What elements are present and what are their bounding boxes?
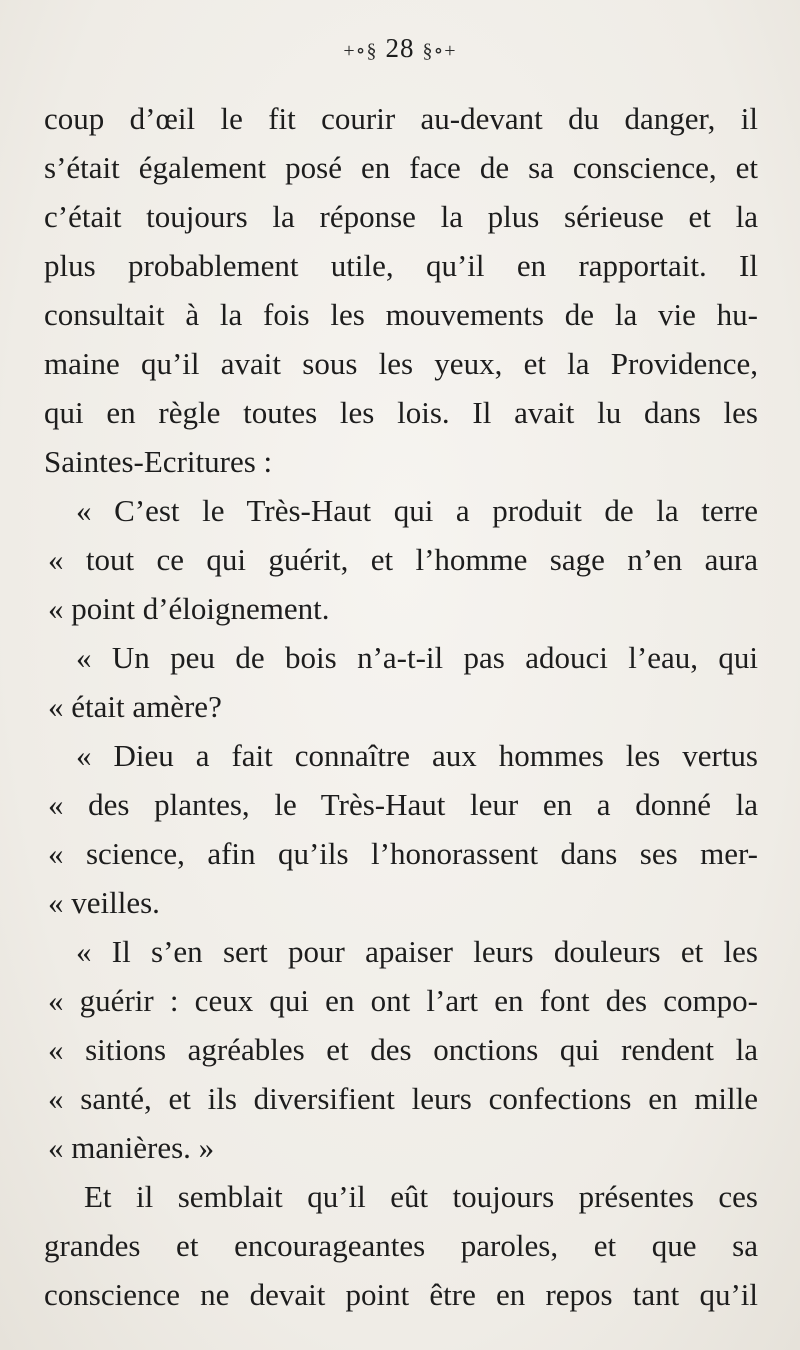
text-line: Saintes-Ecritures : [44,444,273,479]
quote-line: « manières. » [48,1130,215,1165]
quote-line: « tout ce qui guérit, et l’homme sage n’en aura [48,542,758,577]
text-line: c’était toujours la réponse la plus sérieuse et la [44,199,758,234]
text-line: conscience ne devait point être en repos tant qu’il [44,1277,758,1312]
quote-line: « point d’éloignement. [48,591,330,626]
quote-line: « Il s’en sert pour apaiser leurs douleurs et les [76,934,758,969]
quote-line: « santé, et ils diversifient leurs confections en mille [48,1081,758,1116]
quote-line: « sitions agréables et des onctions qui rendent la [48,1032,758,1067]
text-line: grandes et encourageantes paroles, et que sa [44,1228,758,1263]
text-line: coup d’œil le fit courir au-devant du danger, il [44,101,758,136]
left-ornament: +∘§ [343,39,378,62]
quote-line: « des plantes, le Très-Haut leur en a donné la [48,787,758,822]
quote-line: « C’est le Très-Haut qui a produit de la terre [76,493,758,528]
quote-line: « veilles. [48,885,160,920]
quote-line: « était amère? [48,689,222,724]
quote-line: « guérir : ceux qui en ont l’art en font des compo- [48,983,758,1018]
page-number: 28 [385,33,415,63]
page-body [44,94,758,1319]
text-line: qui en règle toutes les lois. Il avait lu dans les [44,395,758,430]
text-line: maine qu’il avait sous les yeux, et la Providence, [44,346,758,381]
text-line: plus probablement utile, qu’il en rapportait. Il [44,248,758,283]
text-line: s’était également posé en face de sa conscience, et [44,150,758,185]
quote-line: « Dieu a fait connaître aux hommes les vertus [76,738,758,773]
quote-line: « Un peu de bois n’a-t-il pas adouci l’eau, qui [76,640,758,675]
page-header [0,28,800,71]
quote-line: « science, afin qu’ils l’honorassent dans ses mer- [48,836,758,871]
text-line: consultait à la fois les mouvements de la vie hu- [44,297,758,332]
text-line: Et il semblait qu’il eût toujours présentes ces [84,1179,758,1214]
right-ornament: §∘+ [422,39,457,62]
